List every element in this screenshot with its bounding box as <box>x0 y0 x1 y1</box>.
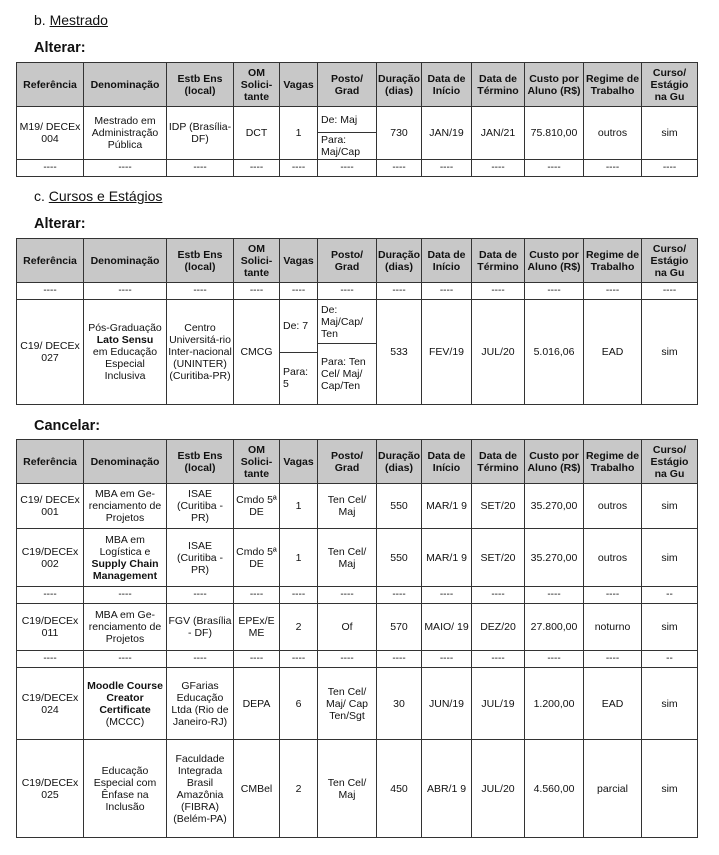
cell-inicio: JUN/19 <box>422 668 472 740</box>
dash-cell: ---- <box>318 160 377 177</box>
cell-regime: outros <box>584 107 642 160</box>
cell-ref: M19/ DECEx 004 <box>17 107 84 160</box>
cell-posto: Ten Cel/ Maj <box>318 484 377 529</box>
table-row <box>17 529 698 587</box>
cell-ref: C19/DECEx 024 <box>17 668 84 740</box>
dash-cell: -- <box>642 651 698 668</box>
cell-inicio: MAIO/ 19 <box>422 604 472 651</box>
dash-cell: ---- <box>377 587 422 604</box>
section-title-mestrado <box>34 12 108 28</box>
dash-cell: ---- <box>422 283 472 300</box>
dash-cell: ---- <box>234 160 280 177</box>
header-cell: Data de Início <box>422 239 472 283</box>
cell-inicio: ABR/1 9 <box>422 740 472 838</box>
cell-posto: Ten Cel/ Maj <box>318 740 377 838</box>
dash-cell: ---- <box>17 587 84 604</box>
header-cell: Data de Término <box>472 63 525 107</box>
dash-cell: ---- <box>17 283 84 300</box>
denom-line: em Educação Especial Inclusiva <box>92 346 158 382</box>
table-cursos-cancelar <box>16 439 698 838</box>
header-cell: OM Solici-tante <box>234 63 280 107</box>
header-cell: Denominação <box>84 239 167 283</box>
cell-regime: outros <box>584 529 642 587</box>
cell-custo: 1.200,00 <box>525 668 584 740</box>
cell-denom <box>84 300 167 405</box>
header-cell: Data de Início <box>422 440 472 484</box>
cell-vagas: 2 <box>280 740 318 838</box>
header-cell: Curso/ Estágio na Gu <box>642 440 698 484</box>
posto-para: Para: Maj/Cap <box>318 132 376 159</box>
table-row-placeholder <box>17 283 698 300</box>
cell-duracao: 550 <box>377 484 422 529</box>
header-cell: Posto/ Grad <box>318 440 377 484</box>
dash-cell: ---- <box>167 283 234 300</box>
cell-om: DEPA <box>234 668 280 740</box>
dash-cell: ---- <box>84 283 167 300</box>
header-cell: Regime de Trabalho <box>584 440 642 484</box>
section-prefix: b. <box>34 12 50 28</box>
header-cell: Denominação <box>84 440 167 484</box>
cell-ref: C19/DECEx 011 <box>17 604 84 651</box>
denom-line-bold: Lato Sensu <box>96 334 154 346</box>
dash-cell: ---- <box>280 160 318 177</box>
dash-cell: ---- <box>422 587 472 604</box>
cell-custo: 35.270,00 <box>525 529 584 587</box>
cell-estb: GFarias Educação Ltda (Rio de Janeiro-RJ) <box>167 668 234 740</box>
cell-duracao: 570 <box>377 604 422 651</box>
header-cell: Vagas <box>280 239 318 283</box>
cell-custo: 5.016,06 <box>525 300 584 405</box>
dash-cell: ---- <box>318 283 377 300</box>
denom-line-bold: Supply Chain Management <box>91 557 159 582</box>
cell-estb: Centro Universitá-rio Inter-nacional (UNINTER) (Curitiba-PR) <box>167 300 234 405</box>
cell-om: CMCG <box>234 300 280 405</box>
cell-termino: JAN/21 <box>472 107 525 160</box>
table-header-row <box>17 440 698 484</box>
cell-ref: C19/ DECEx 027 <box>17 300 84 405</box>
header-cell: Curso/ Estágio na Gu <box>642 63 698 107</box>
header-cell: Duração (dias) <box>377 239 422 283</box>
cell-ref: C19/DECEx 002 <box>17 529 84 587</box>
cell-gu: sim <box>642 300 698 405</box>
cell-inicio: FEV/19 <box>422 300 472 405</box>
cell-vagas: 1 <box>280 529 318 587</box>
dash-cell: ---- <box>422 651 472 668</box>
header-cell: Estb Ens (local) <box>167 440 234 484</box>
posto-de: De: Maj <box>321 113 358 126</box>
header-cell: Vagas <box>280 63 318 107</box>
cell-denom: Educação Especial com Ênfase na Inclusão <box>84 740 167 838</box>
table-row <box>17 668 698 740</box>
cell-custo: 4.560,00 <box>525 740 584 838</box>
cell-gu: sim <box>642 668 698 740</box>
dash-cell: ---- <box>234 651 280 668</box>
dash-cell: ---- <box>234 587 280 604</box>
header-cell: Referência <box>17 239 84 283</box>
table-row <box>17 604 698 651</box>
header-cell: Estb Ens (local) <box>167 63 234 107</box>
section-name: Mestrado <box>49 12 108 28</box>
cell-regime: parcial <box>584 740 642 838</box>
header-cell: Estb Ens (local) <box>167 239 234 283</box>
cell-termino: SET/20 <box>472 484 525 529</box>
cell-gu: sim <box>642 740 698 838</box>
dash-cell: ---- <box>17 160 84 177</box>
dash-cell: ---- <box>525 283 584 300</box>
table-row <box>17 107 698 160</box>
cell-regime: EAD <box>584 668 642 740</box>
dash-cell: ---- <box>234 283 280 300</box>
header-cell: Custo por Aluno (R$) <box>525 239 584 283</box>
cell-denom: MBA em Ge-renciamento de Projetos <box>84 604 167 651</box>
dash-cell: ---- <box>84 587 167 604</box>
header-cell: Duração (dias) <box>377 63 422 107</box>
dash-cell: ---- <box>584 160 642 177</box>
cell-posto <box>318 107 377 160</box>
section-prefix: c. <box>34 188 49 204</box>
dash-cell: ---- <box>17 651 84 668</box>
cell-posto: Ten Cel/ Maj <box>318 529 377 587</box>
header-cell: Vagas <box>280 440 318 484</box>
cell-denom: Mestrado em Administração Pública <box>84 107 167 160</box>
cell-gu: sim <box>642 484 698 529</box>
cell-ref: C19/DECEx 025 <box>17 740 84 838</box>
cell-om: Cmdo 5ª DE <box>234 529 280 587</box>
posto-para: Para: Ten Cel/ Maj/ Cap/Ten <box>318 343 376 404</box>
cell-vagas: 2 <box>280 604 318 651</box>
cell-ref: C19/ DECEx 001 <box>17 484 84 529</box>
cell-denom <box>84 668 167 740</box>
cell-duracao: 30 <box>377 668 422 740</box>
cell-posto <box>318 300 377 405</box>
cell-gu: sim <box>642 604 698 651</box>
subtitle-alterar: Alterar: <box>34 216 86 232</box>
subtitle-cancelar: Cancelar: <box>34 418 101 434</box>
header-cell: OM Solici-tante <box>234 239 280 283</box>
table-cursos-alterar <box>16 238 698 405</box>
table-header-row <box>17 239 698 283</box>
cell-gu: sim <box>642 107 698 160</box>
dash-cell: ---- <box>84 160 167 177</box>
dash-cell: ---- <box>318 651 377 668</box>
dash-cell: ---- <box>280 651 318 668</box>
dash-cell: ---- <box>584 651 642 668</box>
dash-cell: ---- <box>525 587 584 604</box>
cell-denom <box>84 529 167 587</box>
dash-cell: ---- <box>318 587 377 604</box>
cell-estb: ISAE (Curitiba - PR) <box>167 529 234 587</box>
denom-line: Pós-Graduação <box>88 322 162 334</box>
cell-om: DCT <box>234 107 280 160</box>
dash-cell: ---- <box>472 160 525 177</box>
cell-posto: Ten Cel/ Maj/ Cap Ten/Sgt <box>318 668 377 740</box>
cell-duracao: 550 <box>377 529 422 587</box>
header-cell: Data de Término <box>472 440 525 484</box>
dash-cell: ---- <box>167 587 234 604</box>
dash-cell: ---- <box>642 283 698 300</box>
dash-cell: ---- <box>472 283 525 300</box>
cell-vagas <box>280 300 318 405</box>
cell-termino: JUL/19 <box>472 668 525 740</box>
header-cell: Curso/ Estágio na Gu <box>642 239 698 283</box>
table-row-placeholder <box>17 160 698 177</box>
header-cell: Regime de Trabalho <box>584 63 642 107</box>
header-cell: OM Solici-tante <box>234 440 280 484</box>
cell-om: Cmdo 5ª DE <box>234 484 280 529</box>
cell-om: CMBel <box>234 740 280 838</box>
table-mestrado <box>16 62 698 177</box>
table-row <box>17 300 698 405</box>
cell-vagas: 1 <box>280 484 318 529</box>
cell-duracao: 533 <box>377 300 422 405</box>
cell-inicio: MAR/1 9 <box>422 484 472 529</box>
dash-cell: ---- <box>167 651 234 668</box>
dash-cell: ---- <box>377 283 422 300</box>
table-row <box>17 484 698 529</box>
table-row <box>17 740 698 838</box>
dash-cell: -- <box>642 587 698 604</box>
cell-posto: Of <box>318 604 377 651</box>
dash-cell: ---- <box>280 587 318 604</box>
section-title-cursos <box>34 188 162 204</box>
dash-cell: ---- <box>584 587 642 604</box>
cell-inicio: JAN/19 <box>422 107 472 160</box>
cell-denom: MBA em Ge-renciamento de Projetos <box>84 484 167 529</box>
dash-cell: ---- <box>584 283 642 300</box>
dash-cell: ---- <box>472 587 525 604</box>
cell-vagas: 1 <box>280 107 318 160</box>
dash-cell: ---- <box>84 651 167 668</box>
header-cell: Denominação <box>84 63 167 107</box>
header-cell: Posto/ Grad <box>318 239 377 283</box>
denom-line: (MCCC) <box>105 715 145 728</box>
dash-cell: ---- <box>642 160 698 177</box>
cell-regime: outros <box>584 484 642 529</box>
denom-line: MBA em Logística e <box>99 533 151 558</box>
table-header-row <box>17 63 698 107</box>
cell-regime: EAD <box>584 300 642 405</box>
dash-cell: ---- <box>472 651 525 668</box>
cell-termino: SET/20 <box>472 529 525 587</box>
cell-vagas: 6 <box>280 668 318 740</box>
cell-duracao: 450 <box>377 740 422 838</box>
cell-regime: noturno <box>584 604 642 651</box>
denom-line-bold: Moodle Course Creator Certificate <box>87 679 163 716</box>
cell-custo: 75.810,00 <box>525 107 584 160</box>
cell-estb: IDP (Brasília-DF) <box>167 107 234 160</box>
cell-custo: 27.800,00 <box>525 604 584 651</box>
dash-cell: ---- <box>280 283 318 300</box>
cell-estb: Faculdade Integrada Brasil Amazônia (FIBRA) (Belém-PA) <box>167 740 234 838</box>
header-cell: Referência <box>17 440 84 484</box>
dash-cell: ---- <box>525 651 584 668</box>
cell-om: EPEx/E ME <box>234 604 280 651</box>
cell-inicio: MAR/1 9 <box>422 529 472 587</box>
cell-estb: ISAE (Curitiba - PR) <box>167 484 234 529</box>
dash-cell: ---- <box>377 160 422 177</box>
cell-estb: FGV (Brasília - DF) <box>167 604 234 651</box>
cell-termino: JUL/20 <box>472 740 525 838</box>
cell-custo: 35.270,00 <box>525 484 584 529</box>
cell-gu: sim <box>642 529 698 587</box>
dash-cell: ---- <box>422 160 472 177</box>
header-cell: Regime de Trabalho <box>584 239 642 283</box>
cell-duracao: 730 <box>377 107 422 160</box>
table-row-placeholder <box>17 587 698 604</box>
header-cell: Custo por Aluno (R$) <box>525 63 584 107</box>
vagas-para: Para: 5 <box>280 352 317 405</box>
cell-termino: JUL/20 <box>472 300 525 405</box>
vagas-de: De: 7 <box>283 319 309 332</box>
section-name: Cursos e Estágios <box>48 188 163 204</box>
subtitle-alterar: Alterar: <box>34 40 86 56</box>
header-cell: Posto/ Grad <box>318 63 377 107</box>
header-cell: Custo por Aluno (R$) <box>525 440 584 484</box>
header-cell: Duração (dias) <box>377 440 422 484</box>
dash-cell: ---- <box>377 651 422 668</box>
header-cell: Data de Início <box>422 63 472 107</box>
dash-cell: ---- <box>525 160 584 177</box>
posto-de: De: Maj/Cap/ Ten <box>321 303 364 340</box>
header-cell: Referência <box>17 63 84 107</box>
dash-cell: ---- <box>167 160 234 177</box>
table-row-placeholder <box>17 651 698 668</box>
cell-termino: DEZ/20 <box>472 604 525 651</box>
header-cell: Data de Término <box>472 239 525 283</box>
